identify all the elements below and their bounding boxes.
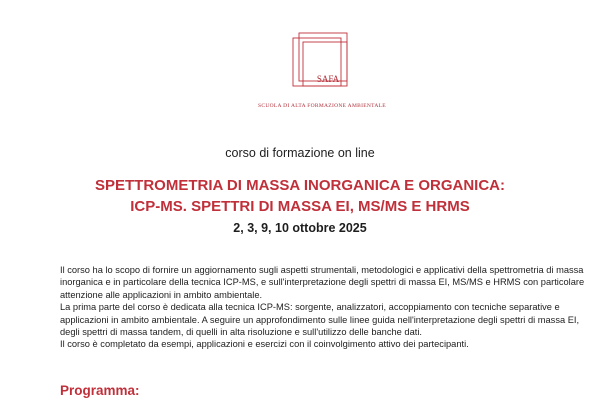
- logo-text: SAFA: [316, 74, 340, 84]
- course-description: [60, 264, 585, 351]
- program-heading: Programma:: [60, 383, 140, 398]
- course-type: corso di formazione on line: [225, 146, 375, 160]
- course-title-line-2: ICP-MS. SPETTRI DI MASSA EI, MS/MS E HRMS: [130, 198, 470, 215]
- safa-logo-icon: [290, 30, 352, 92]
- logo-subtitle: SCUOLA DI ALTA FORMAZIONE AMBIENTALE: [258, 103, 386, 109]
- course-title: [0, 175, 600, 217]
- course-dates: 2, 3, 9, 10 ottobre 2025: [233, 221, 367, 235]
- description-paragraph: Il corso ha lo scopo di fornire un aggiornamento sugli aspetti strumentali, metodologici e applicativi della spettrometria di massa inorganica e in particolare della tecnica ICP-MS, e sull'interpretazione degli spettri di massa EI, MS/MS e HRMS con particolare attenzione alle applicazioni in ambito ambientale.: [60, 265, 585, 300]
- description-paragraph: Il corso è completato da esempi, applicazioni e esercizi con il coinvolgimento attivo dei partecipanti.: [60, 339, 469, 350]
- description-paragraph: La prima parte del corso è dedicata alla tecnica ICP-MS: sorgente, analizzatori, accoppiamento con tecniche separative e applicazioni in ambito ambientale. A seguire un approfondimento sulle linee guida nell'interpretazione degli spettri di massa EI, degli spettri di massa tandem, di quelli in alta risoluzione e sull'utilizzo delle banche dati.: [60, 302, 580, 338]
- course-title-line-1: SPETTROMETRIA DI MASSA INORGANICA E ORGANICA:: [94, 177, 505, 194]
- cut-off-text-row: [60, 404, 560, 412]
